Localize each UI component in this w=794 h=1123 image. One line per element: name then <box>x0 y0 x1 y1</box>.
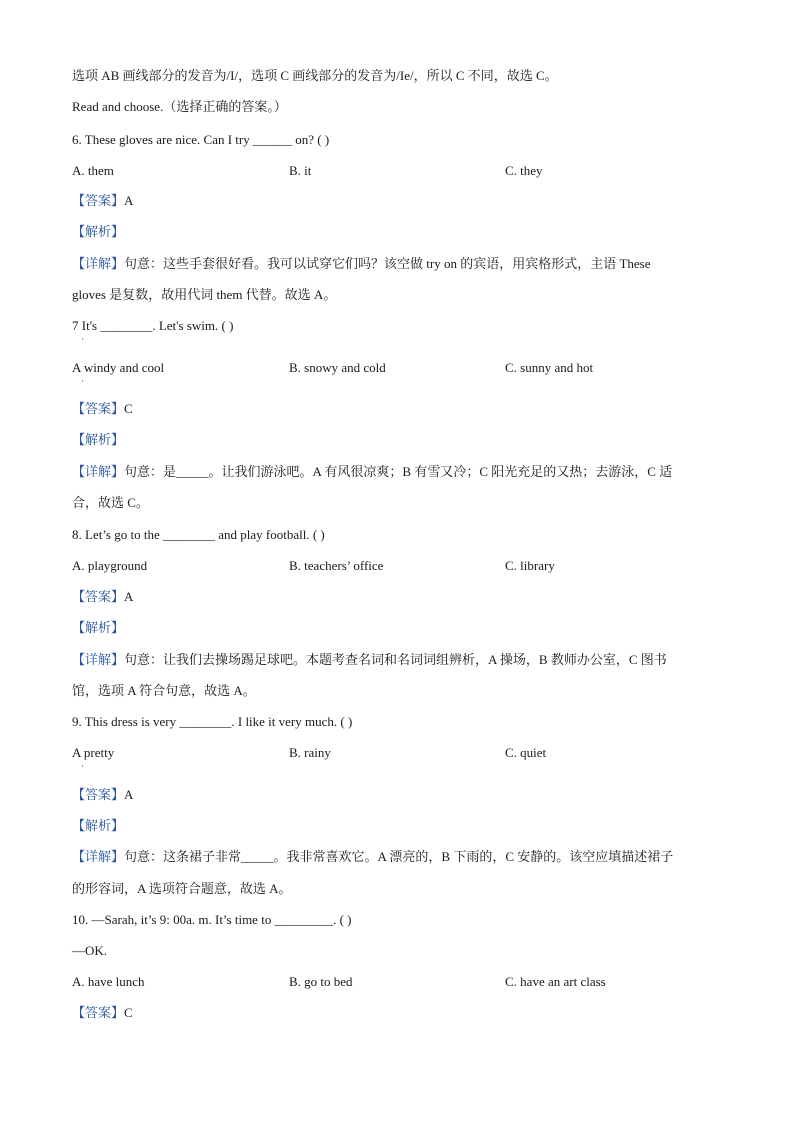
q10-reply: —OK. <box>72 943 108 958</box>
q8-detail-line-2: 馆，选项 A 符合句意，故选 A。 <box>72 683 256 698</box>
q8-analysis-label: 【解析】 <box>72 620 125 635</box>
q7-stem-dot: · <box>81 334 84 344</box>
answer-label: 【答案】 <box>72 193 125 208</box>
q9-detail-text-1: 句意：这条裙子非常_____。我非常喜欢它。A 漂亮的，B 下雨的，C 安静的。该空应填描述裙子 <box>124 849 674 864</box>
q6-detail-line-2: gloves 是复数，故用代词 them 代替。故选 A。 <box>72 287 337 302</box>
detail-label: 【详解】 <box>72 464 125 479</box>
intro-line: 选项 AB 画线部分的发音为/I/，选项 C 画线部分的发音为/Ie/，所以 C 不同，故选 C。 <box>72 68 558 83</box>
q10-option-c: C. have an art class <box>505 974 606 989</box>
answer-label: 【答案】 <box>72 401 125 416</box>
q7-option-dot: · <box>81 376 84 386</box>
q6-analysis-label: 【解析】 <box>72 224 125 239</box>
q9-analysis-label: 【解析】 <box>72 818 125 833</box>
q7-option-b: B. snowy and cold <box>289 360 386 375</box>
q7-option-a: A windy and cool <box>72 360 165 375</box>
q6-option-a: A. them <box>72 163 114 178</box>
q10-stem: 10. —Sarah, it’s 9: 00a. m. It’s time to _________. ( ) <box>72 912 352 927</box>
q10-option-a: A. have lunch <box>72 974 145 989</box>
q9-option-c: C. quiet <box>505 745 547 760</box>
q9-option-dot: · <box>81 761 84 771</box>
answer-label: 【答案】 <box>72 1005 125 1020</box>
q9-detail-line-1 <box>72 848 673 866</box>
answer-label: 【答案】 <box>72 589 125 604</box>
q6-answer <box>72 192 133 210</box>
q9-answer <box>72 786 133 804</box>
q10-answer <box>72 1004 133 1022</box>
q7-detail-text-1: 句意：是_____。让我们游泳吧。A 有风很凉爽；B 有雪又冷；C 阳光充足的又热；去游泳，C 适 <box>124 464 673 479</box>
q9-option-b: B. rainy <box>289 745 331 760</box>
q8-option-c: C. library <box>505 558 555 573</box>
q6-answer-value: A <box>124 193 134 208</box>
q8-answer-value: A <box>124 589 134 604</box>
q7-answer-value: C <box>124 401 133 416</box>
q9-option-a: A pretty <box>72 745 115 760</box>
q10-option-b: B. go to bed <box>289 974 353 989</box>
q8-option-b: B. teachers’ office <box>289 558 384 573</box>
q7-option-c: C. sunny and hot <box>505 360 594 375</box>
section-instruction: Read and choose.（选择正确的答案。） <box>72 99 287 114</box>
q9-stem: 9. This dress is very ________. I like it very much. ( ) <box>72 714 353 729</box>
q8-stem: 8. Let’s go to the ________ and play football. ( ) <box>72 527 325 542</box>
detail-label: 【详解】 <box>72 849 125 864</box>
q8-option-a: A. playground <box>72 558 148 573</box>
q7-detail-line-1 <box>72 463 672 481</box>
q8-detail-line-1 <box>72 651 667 669</box>
q6-option-c: C. they <box>505 163 543 178</box>
q6-stem: 6. These gloves are nice. Can I try ______ on? ( ) <box>72 132 330 147</box>
q10-answer-value: C <box>124 1005 133 1020</box>
q6-detail-text-1: 句意：这些手套很好看。我可以试穿它们吗？该空做 try on 的宾语，用宾格形式，主语 These <box>124 256 651 271</box>
q8-detail-text-1: 句意：让我们去操场踢足球吧。本题考查名词和名词词组辨析，A 操场，B 教师办公室，C 图书 <box>124 652 667 667</box>
q7-answer <box>72 400 133 418</box>
q7-stem: 7 It's ________. Let's swim. ( ) <box>72 318 234 333</box>
q7-detail-line-2: 合，故选 C。 <box>72 495 149 510</box>
q7-analysis-label: 【解析】 <box>72 432 125 447</box>
detail-label: 【详解】 <box>72 652 125 667</box>
q6-detail-line-1 <box>72 255 651 273</box>
q6-option-b: B. it <box>289 163 312 178</box>
q8-answer <box>72 588 133 606</box>
detail-label: 【详解】 <box>72 256 125 271</box>
q9-answer-value: A <box>124 787 134 802</box>
answer-label: 【答案】 <box>72 787 125 802</box>
q9-detail-line-2: 的形容词，A 选项符合题意，故选 A。 <box>72 881 292 896</box>
